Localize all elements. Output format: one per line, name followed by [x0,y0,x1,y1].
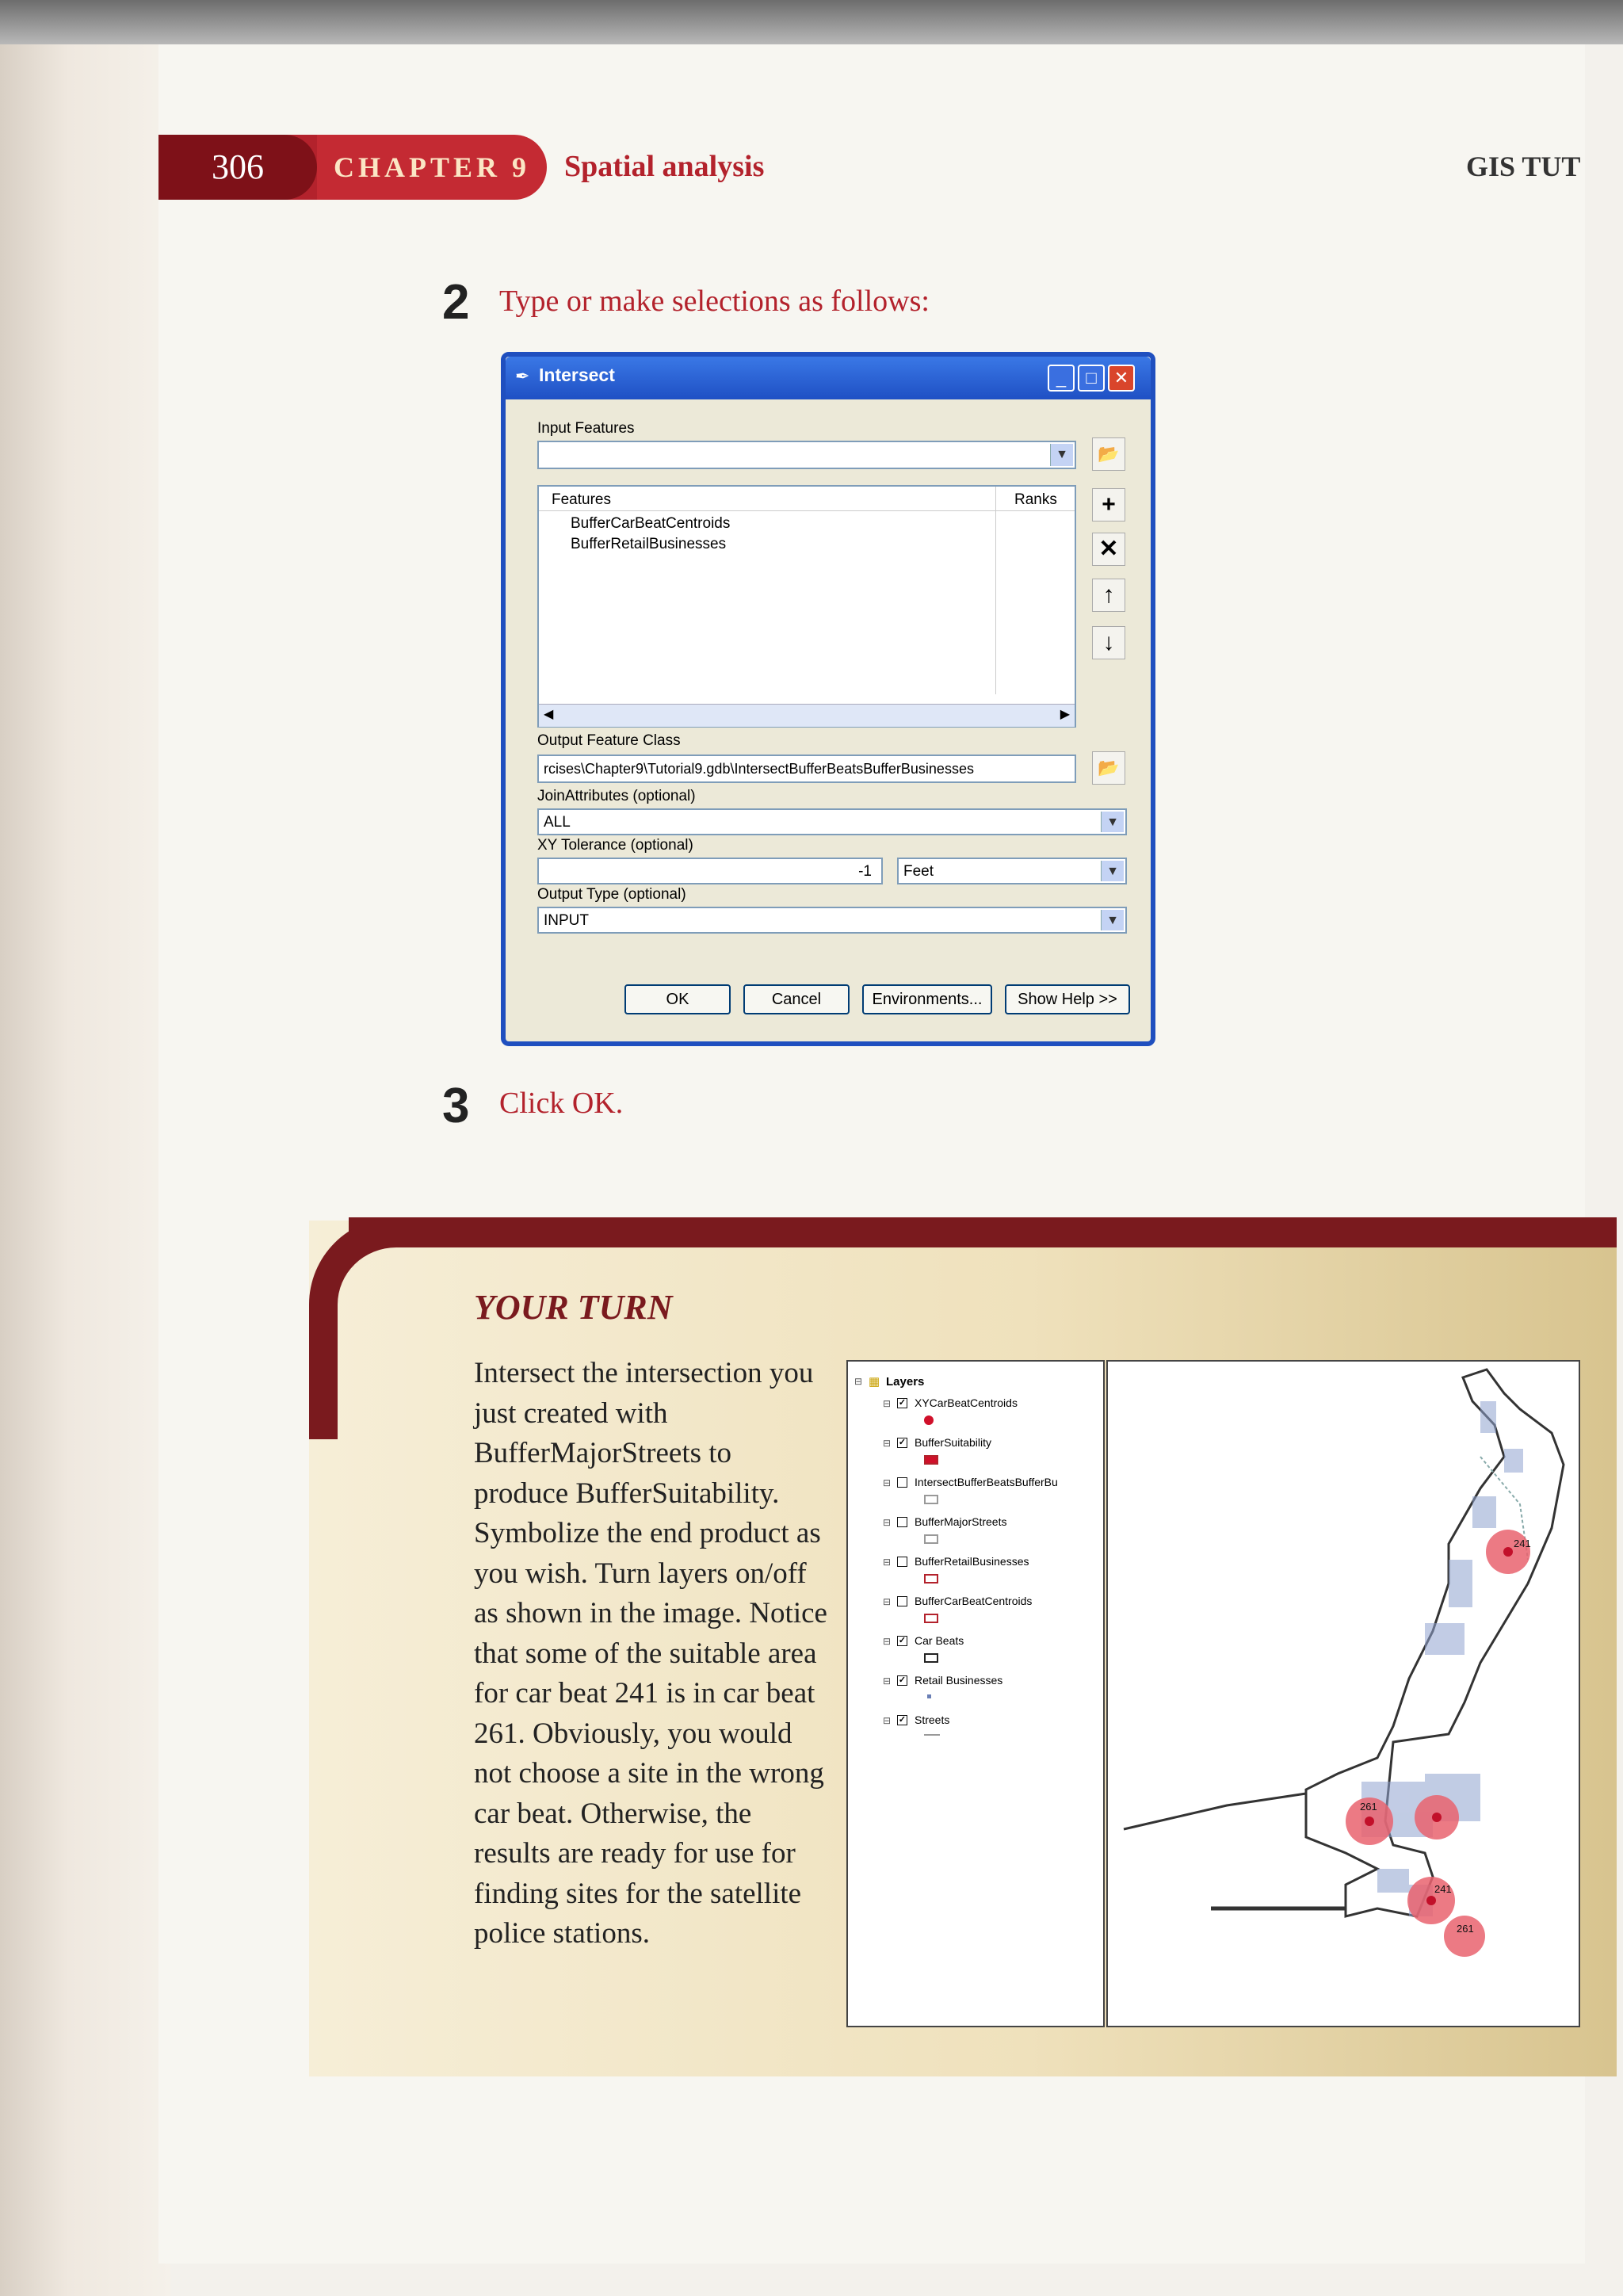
polygon-symbol [924,1574,938,1584]
collapse-icon[interactable]: ⊟ [883,1557,892,1568]
chevron-down-icon[interactable]: ▼ [1050,444,1073,466]
layer-name[interactable]: Retail Businesses [915,1674,1003,1687]
layer-name[interactable]: Car Beats [915,1634,964,1647]
collapse-icon[interactable]: ⊟ [883,1715,892,1726]
layer-checkbox[interactable]: ✓ [898,1675,907,1685]
layer-checkbox[interactable]: ✓ [898,1715,907,1725]
maximize-button[interactable]: □ [1078,365,1105,392]
join-attributes-select[interactable] [537,808,1127,835]
layers-root: Layers [886,1375,925,1389]
feature-item[interactable]: BufferCarBeatCentroids [571,515,731,532]
chevron-down-icon[interactable]: ▼ [1101,861,1124,881]
layer-name[interactable]: BufferMajorStreets [915,1515,1007,1528]
show-help-button[interactable]: Show Help >> [1005,984,1130,1014]
step-number: 2 [442,275,470,330]
join-attributes-value: ALL [544,814,571,831]
your-turn-band [349,1217,1617,1247]
tool-icon: ✒ [515,366,530,386]
layer-checkbox[interactable] [897,1517,907,1527]
input-features-combo[interactable] [537,441,1076,469]
map-canvas [1108,1362,1579,2026]
car-beat-label: 261 [1360,1801,1377,1813]
open-folder-icon[interactable]: 📂 [1092,751,1125,785]
ranks-column-header: Ranks [1014,491,1057,508]
close-button[interactable]: ✕ [1108,365,1135,392]
page-number: 306 [158,135,317,200]
running-head: GIS TUT [1466,151,1581,182]
layer-checkbox[interactable]: ✓ [898,1438,907,1447]
centroid-points [1365,1547,1513,1905]
polygon-symbol [924,1614,938,1623]
layer-checkbox[interactable] [897,1596,907,1606]
book-binding [0,0,170,2296]
layer-name[interactable]: BufferRetailBusinesses [915,1555,1029,1568]
chevron-down-icon[interactable]: ▼ [1101,910,1124,930]
environments-button[interactable]: Environments... [862,984,992,1014]
centroid-point [1365,1817,1374,1826]
step-number: 3 [442,1079,470,1133]
polygon-symbol [924,1495,938,1504]
remove-icon[interactable]: ✕ [1092,533,1125,566]
output-feature-class-value: rcises\Chapter9\Tutorial9.gdb\IntersectBufferBeatsBufferBusinesses [544,761,974,777]
collapse-icon[interactable]: ⊟ [883,1477,892,1488]
car-beat-label: 241 [1434,1883,1452,1895]
layer-name[interactable]: BufferCarBeatCentroids [915,1595,1033,1607]
chapter-label: CHAPTER 9 [317,135,547,200]
layer-name[interactable]: BufferSuitability [915,1436,992,1449]
minimize-button[interactable]: _ [1048,365,1075,392]
feature-item[interactable]: BufferRetailBusinesses [571,536,727,552]
centroid-point [1432,1813,1442,1822]
output-type-value: INPUT [544,912,589,929]
intersect-dialog [501,352,1155,1046]
add-icon[interactable]: + [1092,488,1125,521]
step-text: Type or make selections as follows: [499,285,930,318]
polygon-symbol [924,1455,938,1465]
cancel-button[interactable]: Cancel [743,984,850,1014]
output-type-label: Output Type (optional) [537,886,686,903]
collapse-icon[interactable]: ⊟ [883,1438,892,1449]
open-folder-icon[interactable]: 📂 [1092,437,1125,471]
move-up-icon[interactable]: ↑ [1092,579,1125,612]
collapse-icon[interactable]: ⊟ [883,1517,892,1528]
output-feature-class-field[interactable] [537,755,1076,783]
features-list[interactable] [537,485,1076,728]
layer-checkbox[interactable] [897,1477,907,1488]
features-column-header: Features [552,491,611,508]
xy-unit-value: Feet [903,863,934,880]
step-text: Click OK. [499,1087,624,1120]
centroid-point [1503,1547,1513,1557]
chapter-title: Spatial analysis [564,150,765,183]
suitability-area [1444,1916,1485,1957]
chevron-down-icon[interactable]: ▼ [1101,812,1124,832]
point-symbol [924,1415,934,1425]
move-down-icon[interactable]: ↓ [1092,626,1125,659]
layer-name[interactable]: IntersectBufferBeatsBufferBu [915,1476,1058,1488]
collapse-icon[interactable]: ⊟ [883,1596,892,1607]
dialog-titlebar[interactable] [506,357,1151,399]
xy-tolerance-input[interactable] [537,858,883,884]
output-feature-class-label: Output Feature Class [537,732,681,749]
layer-name[interactable]: XYCarBeatCentroids [915,1396,1018,1409]
layer-name[interactable]: Streets [915,1713,950,1726]
map-view[interactable] [1106,1360,1580,2027]
xy-tolerance-label: XY Tolerance (optional) [537,837,693,854]
table-of-contents [846,1360,1105,2027]
dialog-title: Intersect [539,365,615,385]
layer-checkbox[interactable]: ✓ [898,1398,907,1408]
collapse-icon[interactable]: ⊟ [854,1376,863,1387]
collapse-icon[interactable]: ⊟ [883,1675,892,1687]
input-features-label: Input Features [537,420,635,437]
centroid-point [1426,1896,1436,1905]
your-turn-heading: YOUR TURN [474,1288,673,1327]
layer-checkbox[interactable]: ✓ [898,1636,907,1645]
collapse-icon[interactable]: ⊟ [883,1398,892,1409]
collapse-icon[interactable]: ⊟ [883,1636,892,1647]
polygon-symbol [924,1653,938,1663]
layers-icon: ▦ [869,1375,880,1389]
point-symbol [927,1694,931,1698]
ok-button[interactable]: OK [624,984,731,1014]
polygon-symbol [924,1534,938,1544]
car-beat-label: 261 [1457,1923,1474,1935]
join-attributes-label: JoinAttributes (optional) [537,788,696,804]
horizontal-scrollbar[interactable]: ◀ ▶ [539,704,1075,727]
street-line [1124,1794,1306,1829]
output-type-select[interactable] [537,907,1127,934]
xy-tolerance-value: -1 [858,863,872,880]
line-symbol [924,1734,940,1736]
your-turn-paragraph: Intersect the intersection you just created with BufferMajorStreets to produce BufferSuitability. Symbolize the end product as you wish. Turn layers on/off as shown in the image. Notice that some of the suitable area for car beat 241 is in car beat 261. Obviously, you would not choose a site in the wrong car beat. Otherwise, the results are ready for use for finding sites for the satellite police stations. [474,1357,827,1950]
xy-unit-select[interactable] [897,858,1127,884]
layer-checkbox[interactable] [897,1557,907,1567]
page-top-edge [0,0,1623,44]
car-beat-label: 241 [1514,1538,1531,1549]
